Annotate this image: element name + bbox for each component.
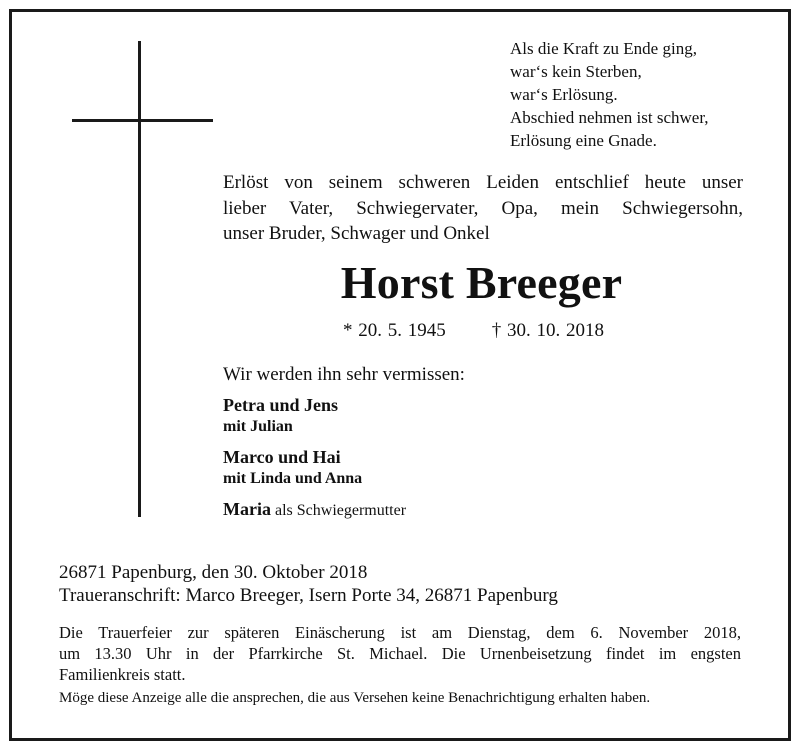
family-relation: als Schwiegermutter — [274, 502, 407, 519]
intro-line: unser Bruder, Schwager und Onkel — [223, 223, 490, 244]
family-name: Petra und Jens — [223, 395, 339, 415]
service-line: Familienkreis statt. — [59, 665, 186, 684]
intro-line: lieber Vater, Schwiegervater, Opa, mein Schwiegersohn, — [223, 197, 743, 219]
service-info — [59, 622, 741, 685]
death-date: † 30. 10. 2018 — [491, 320, 604, 341]
family-name: Marco und Hai — [223, 447, 341, 467]
cross-horizontal-bar — [72, 119, 213, 122]
service-line: Die Trauerfeier zur späteren Einäscherung ist am Dienstag, dem 6. November 2018, — [59, 623, 741, 642]
poem-line: Als die Kraft zu Ende ging, — [510, 39, 697, 58]
family-entry — [223, 499, 406, 520]
closing-note: Möge diese Anzeige alle die ansprechen, die aus Versehen keine Benachrichtigung erhalten haben. — [59, 690, 651, 706]
poem-line: war‘s Erlösung. — [510, 85, 618, 104]
intro-line: Erlöst von seinem schweren Leiden entschlief heute unser — [223, 172, 743, 193]
birth-date: * 20. 5. 1945 — [343, 320, 446, 341]
mourning-address: Traueranschrift: Marco Breeger, Isern Porte 34, 26871 Papenburg — [59, 585, 558, 606]
poem — [510, 37, 709, 152]
mourners-heading: Wir werden ihn sehr vermissen: — [223, 364, 465, 385]
family-members: mit Linda und Anna — [223, 470, 363, 487]
life-dates — [343, 320, 604, 342]
service-line: um 13.30 Uhr in der Pfarrkirche St. Michael. Die Urnenbeisetzung findet im engsten — [59, 644, 741, 663]
poem-line: Erlösung eine Gnade. — [510, 131, 657, 150]
place-date: 26871 Papenburg, den 30. Oktober 2018 — [59, 562, 368, 583]
intro-text — [223, 170, 743, 247]
deceased-name: Horst Breeger — [340, 257, 623, 308]
poem-line: Abschied nehmen ist schwer, — [510, 108, 709, 127]
poem-line: war‘s kein Sterben, — [510, 62, 642, 81]
family-name: Maria — [223, 499, 271, 519]
family-members: mit Julian — [223, 418, 293, 435]
